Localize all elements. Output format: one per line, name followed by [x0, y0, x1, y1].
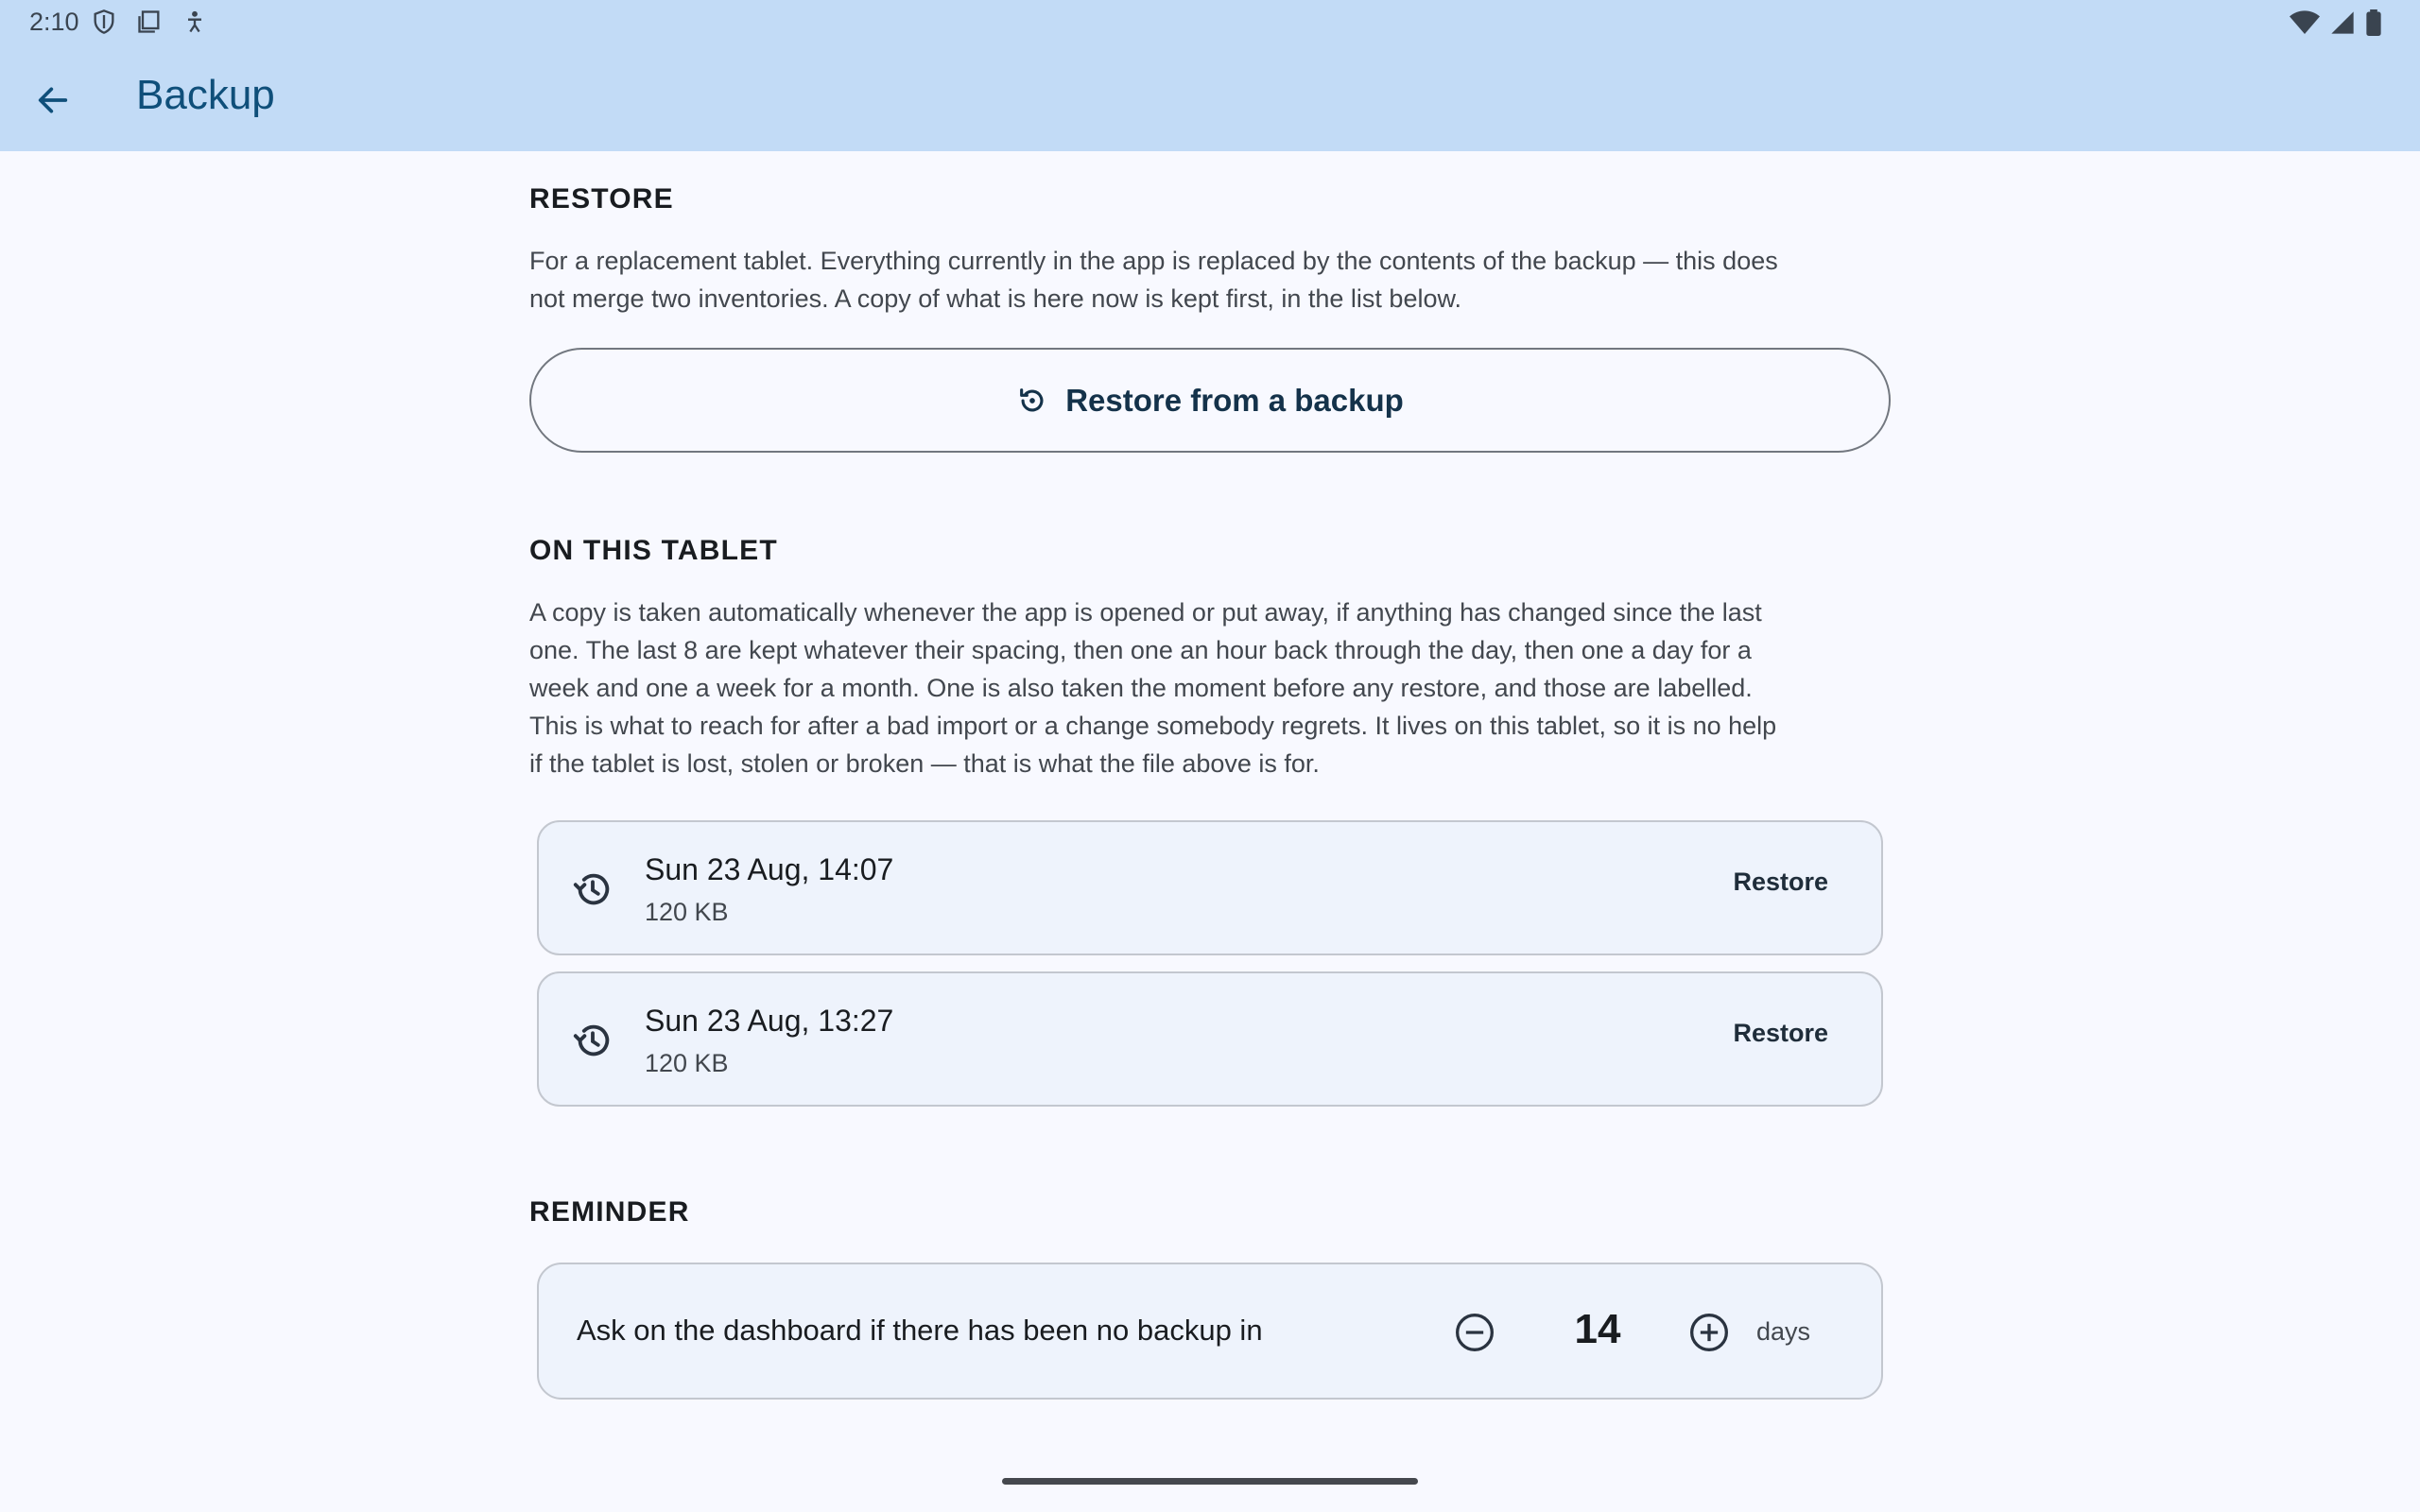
page-title: Backup: [136, 72, 275, 118]
snapshot-restore-button[interactable]: Restore: [1733, 868, 1828, 896]
tablet-description-line: one. The last 8 are kept whatever their spacing, then one an hour back through the day, then one a day for a: [529, 636, 1752, 664]
tablet-description-line: if the tablet is lost, stolen or broken — that is what the file above is for.: [529, 749, 1320, 778]
restore-icon: [1016, 385, 1048, 417]
status-time: 2:10: [29, 8, 79, 36]
shield-icon: [91, 9, 117, 35]
accessibility-icon: [182, 9, 208, 35]
reminder-unit: days: [1756, 1317, 1811, 1346]
arrow-back-icon: [34, 81, 72, 119]
reminder-section-title: REMINDER: [529, 1196, 690, 1228]
snapshot-date: Sun 23 Aug, 13:27: [645, 1004, 894, 1038]
restore-description: [529, 242, 1891, 318]
restore-section-title: RESTORE: [529, 183, 674, 215]
signal-icon: [2329, 9, 2356, 36]
top-app-bar: [0, 0, 2420, 151]
wifi-icon: [2290, 9, 2320, 36]
snapshot-date: Sun 23 Aug, 14:07: [645, 852, 894, 886]
history-icon: [571, 1019, 614, 1062]
snapshot-item: [537, 820, 1883, 955]
tablet-description-line: This is what to reach for after a bad import or a change somebody regrets. It lives on this tablet, so it is no help: [529, 712, 1777, 740]
screen-icon: [136, 9, 163, 35]
restore-from-backup-button[interactable]: [529, 348, 1891, 453]
back-button[interactable]: [28, 76, 78, 125]
increase-days-button[interactable]: [1688, 1312, 1730, 1353]
reminder-label: Ask on the dashboard if there has been no backup in: [577, 1314, 1263, 1347]
restore-description-line: not merge two inventories. A copy of what is here now is kept first, in the list below.: [529, 284, 1461, 313]
snapshot-restore-button[interactable]: Restore: [1733, 1019, 1828, 1047]
tablet-description: [529, 593, 1891, 782]
status-bar: [0, 0, 2420, 43]
tablet-description-line: week and one a week for a month. One is also taken the moment before any restore, and those are labelled.: [529, 674, 1753, 702]
snapshot-size: 120 KB: [645, 898, 729, 926]
gesture-home-bar[interactable]: [1002, 1478, 1418, 1485]
status-right-icons: [2290, 9, 2382, 36]
history-icon: [571, 868, 614, 911]
reminder-card: [537, 1263, 1883, 1400]
decrease-days-button[interactable]: [1454, 1312, 1495, 1353]
restore-description-line: For a replacement tablet. Everything currently in the app is replaced by the contents of the backup — this does: [529, 247, 1778, 275]
tablet-section-title: ON THIS TABLET: [529, 535, 778, 566]
reminder-days-value: 14: [1574, 1306, 1621, 1352]
snapshot-item: [537, 971, 1883, 1107]
battery-icon: [2365, 9, 2382, 36]
restore-from-backup-label: Restore from a backup: [1065, 382, 1404, 418]
tablet-description-line: A copy is taken automatically whenever the app is opened or put away, if anything has changed since the last: [529, 598, 1762, 627]
snapshot-size: 120 KB: [645, 1049, 729, 1077]
